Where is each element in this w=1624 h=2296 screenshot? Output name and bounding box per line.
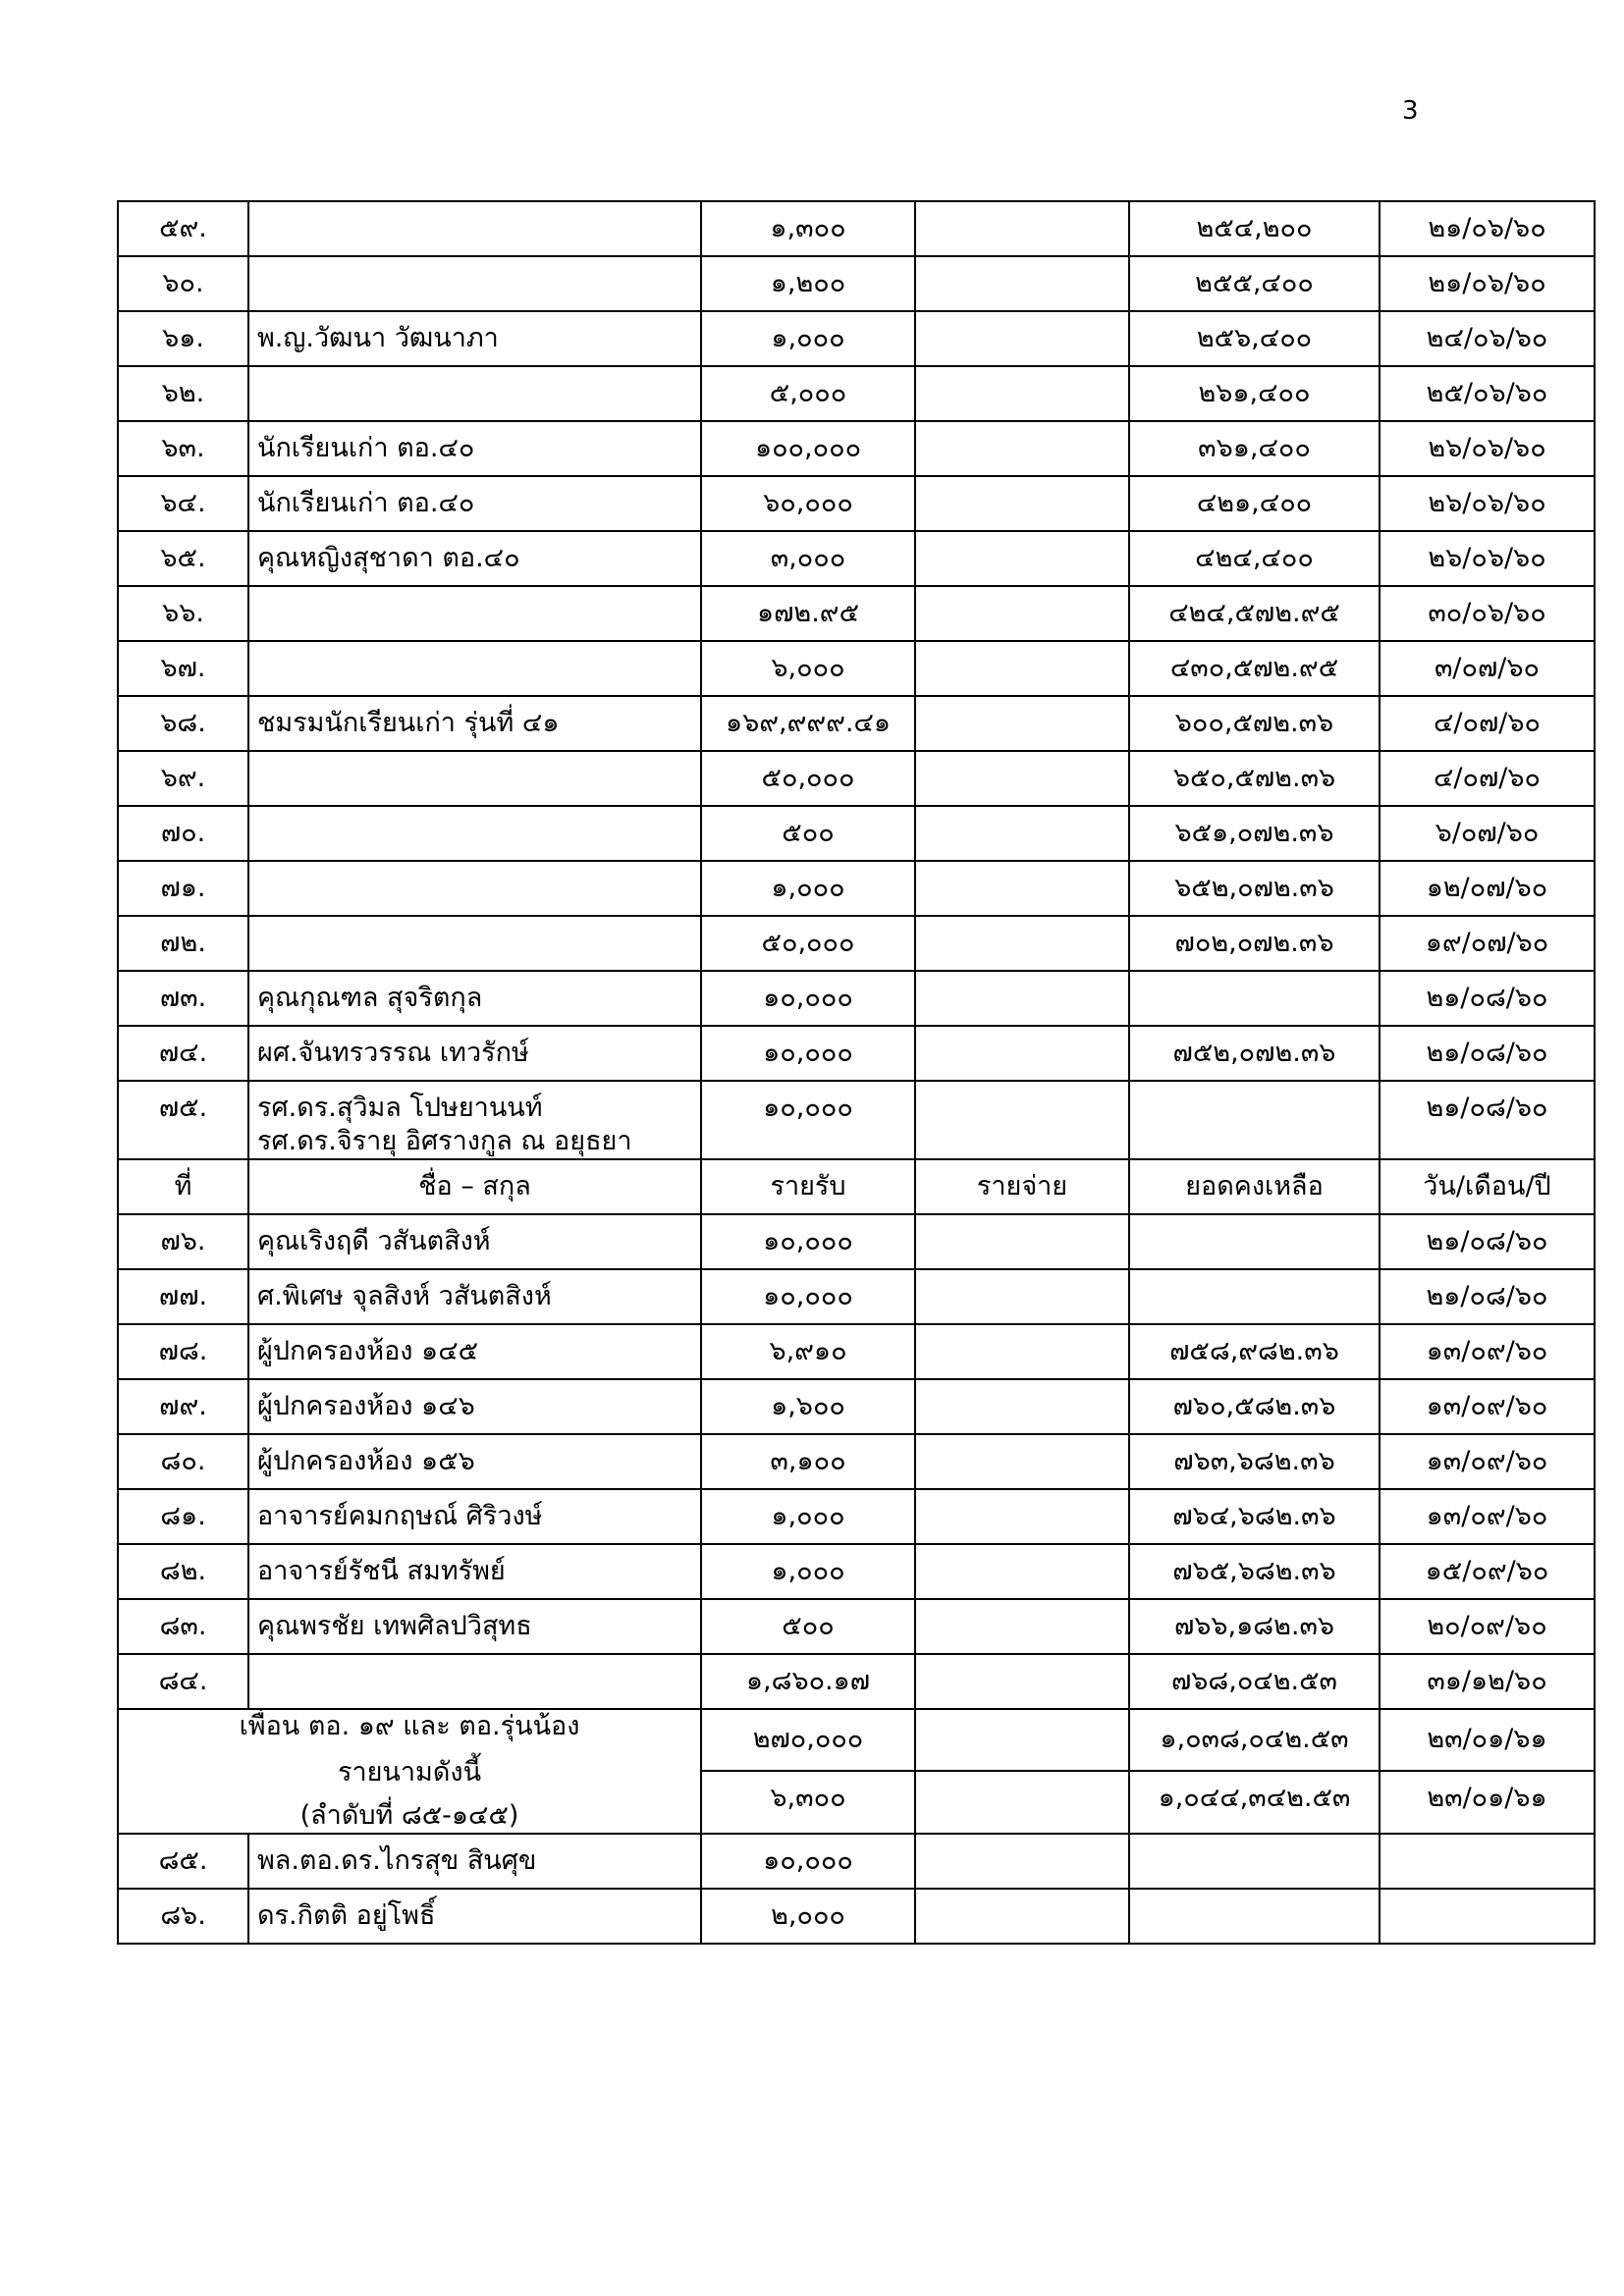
header-name: ชื่อ – สกุล	[248, 1159, 701, 1214]
page-number: 3	[1402, 96, 1419, 126]
donor-name	[248, 1654, 701, 1709]
balance-cell: ๒๖๑,๔๐๐	[1129, 366, 1380, 421]
expense-cell	[915, 1434, 1129, 1489]
date-cell: ๒๓/๐๑/๖๑	[1380, 1709, 1595, 1772]
table-row	[118, 1889, 1595, 1944]
income-cell: ๑,๘๖๐.๑๗	[701, 1654, 915, 1709]
donor-name: ชมรมนักเรียนเก่า รุ่นที่ ๔๑	[248, 696, 701, 751]
header-expense: รายจ่าย	[915, 1159, 1129, 1214]
income-cell: ๑๐,๐๐๐	[701, 1269, 915, 1324]
balance-cell	[1129, 1081, 1380, 1159]
expense-cell	[915, 421, 1129, 476]
date-cell: ๔/๐๗/๖๐	[1380, 696, 1595, 751]
balance-cell	[1129, 1889, 1380, 1944]
table-row	[118, 751, 1595, 806]
donor-name: รศ.ดร.จิรายุ อิศรางกูล ณ อยุธยา	[257, 1125, 632, 1156]
table-row	[118, 366, 1595, 421]
date-cell: ๒๑/๐๘/๖๐	[1380, 1269, 1595, 1324]
balance-cell: ๒๕๔,๒๐๐	[1129, 201, 1380, 256]
balance-cell: ๔๓๐,๕๗๒.๙๕	[1129, 641, 1380, 696]
income-cell: ๑๐,๐๐๐	[701, 971, 915, 1026]
donation-ledger-table	[117, 200, 1596, 1945]
table-row	[118, 201, 1595, 256]
donor-name: อาจารย์คมกฤษณ์ ศิริวงษ์	[248, 1489, 701, 1544]
income-cell: ๑๐,๐๐๐	[701, 1834, 915, 1889]
balance-cell: ๗๕๘,๙๘๒.๓๖	[1129, 1324, 1380, 1379]
row-number: ๖๘.	[118, 696, 248, 751]
balance-cell: ๖๐๐,๕๗๒.๓๖	[1129, 696, 1380, 751]
date-cell: ๑๙/๐๗/๖๐	[1380, 916, 1595, 971]
balance-cell: ๖๕๑,๐๗๒.๓๖	[1129, 806, 1380, 861]
table-row	[118, 696, 1595, 751]
row-number: ๖๕.	[118, 531, 248, 586]
row-number: ๖๓.	[118, 421, 248, 476]
donor-name: ผู้ปกครองห้อง ๑๔๖	[248, 1379, 701, 1434]
date-cell	[1380, 1834, 1595, 1889]
row-number: ๗๑.	[118, 861, 248, 916]
expense-cell	[915, 256, 1129, 311]
expense-cell	[915, 1269, 1129, 1324]
row-number: ๖๗.	[118, 641, 248, 696]
donor-name: คุณพรชัย เทพศิลปวิสุทธ	[248, 1599, 701, 1654]
balance-cell: ๗๖๔,๖๘๒.๓๖	[1129, 1489, 1380, 1544]
date-cell: ๑๓/๐๙/๖๐	[1380, 1489, 1595, 1544]
donor-name: ผู้ปกครองห้อง ๑๔๕	[248, 1324, 701, 1379]
donor-name	[248, 256, 701, 311]
table-row	[118, 1026, 1595, 1081]
row-number: ๗๕.	[118, 1081, 248, 1159]
income-cell: ๖,๐๐๐	[701, 641, 915, 696]
date-cell: ๓๑/๑๒/๖๐	[1380, 1654, 1595, 1709]
date-cell: ๑๓/๐๙/๖๐	[1380, 1324, 1595, 1379]
donor-name: ผศ.จันทรวรรณ เทวรักษ์	[248, 1026, 701, 1081]
date-cell: ๓๐/๐๖/๖๐	[1380, 586, 1595, 641]
balance-cell: ๗๖๕,๖๘๒.๓๖	[1129, 1544, 1380, 1599]
group-label	[118, 1709, 701, 1834]
balance-cell: ๔๒๔,๕๗๒.๙๕	[1129, 586, 1380, 641]
row-number: ๗๙.	[118, 1379, 248, 1434]
date-cell: ๒๖/๐๖/๖๐	[1380, 531, 1595, 586]
donor-name: คุณเริงฤดี วสันตสิงห์	[248, 1214, 701, 1269]
balance-cell: ๗๕๒,๐๗๒.๓๖	[1129, 1026, 1380, 1081]
row-number: ๗๐.	[118, 806, 248, 861]
balance-cell: ๒๕๖,๔๐๐	[1129, 311, 1380, 366]
income-cell: ๕๐๐	[701, 806, 915, 861]
table-header-row	[118, 1159, 1595, 1214]
income-cell: ๑,๐๐๐	[701, 1544, 915, 1599]
date-cell: ๒๓/๐๑/๖๑	[1380, 1771, 1595, 1834]
donor-name	[248, 916, 701, 971]
income-cell: ๑๐,๐๐๐	[701, 1026, 915, 1081]
table-row	[118, 1834, 1595, 1889]
row-number: ๘๔.	[118, 1654, 248, 1709]
table-row	[118, 1379, 1595, 1434]
income-cell: ๕,๐๐๐	[701, 366, 915, 421]
expense-cell	[915, 531, 1129, 586]
income-cell: ๖,๙๑๐	[701, 1324, 915, 1379]
table-row	[118, 586, 1595, 641]
balance-cell: ๗๖๘,๐๔๒.๕๓	[1129, 1654, 1380, 1709]
date-cell	[1380, 1889, 1595, 1944]
balance-cell	[1129, 1269, 1380, 1324]
group-label-line: รายนามดังนี้	[337, 1757, 482, 1789]
expense-cell	[915, 641, 1129, 696]
expense-cell	[915, 861, 1129, 916]
table-row	[118, 1214, 1595, 1269]
date-cell: ๔/๐๗/๖๐	[1380, 751, 1595, 806]
expense-cell	[915, 1889, 1129, 1944]
expense-cell	[915, 916, 1129, 971]
income-cell: ๑๐๐,๐๐๐	[701, 421, 915, 476]
row-number: ๗๒.	[118, 916, 248, 971]
balance-cell: ๑,๐๔๔,๓๔๒.๕๓	[1129, 1771, 1380, 1834]
income-cell: ๓,๐๐๐	[701, 531, 915, 586]
balance-cell: ๑,๐๓๘,๐๔๒.๕๓	[1129, 1709, 1380, 1772]
balance-cell	[1129, 971, 1380, 1026]
balance-cell: ๖๕๒,๐๗๒.๓๖	[1129, 861, 1380, 916]
balance-cell: ๗๖๓,๖๘๒.๓๖	[1129, 1434, 1380, 1489]
row-number: ๗๔.	[118, 1026, 248, 1081]
expense-cell	[915, 201, 1129, 256]
date-cell: ๒๖/๐๖/๖๐	[1380, 476, 1595, 531]
expense-cell	[915, 1834, 1129, 1889]
table-row	[118, 311, 1595, 366]
expense-cell	[915, 366, 1129, 421]
table-row	[118, 971, 1595, 1026]
table-row	[118, 1544, 1595, 1599]
donor-name	[248, 861, 701, 916]
date-cell: ๑๓/๐๙/๖๐	[1380, 1379, 1595, 1434]
balance-cell: ๓๖๑,๔๐๐	[1129, 421, 1380, 476]
date-cell: ๒๑/๐๘/๖๐	[1380, 1081, 1595, 1159]
income-cell: ๕๐๐	[701, 1599, 915, 1654]
income-cell: ๑๗๒.๙๕	[701, 586, 915, 641]
donor-name	[248, 806, 701, 861]
row-number: ๕๙.	[118, 201, 248, 256]
table-row	[118, 1434, 1595, 1489]
income-cell: ๖,๓๐๐	[701, 1771, 915, 1834]
row-number: ๘๐.	[118, 1434, 248, 1489]
date-cell: ๒๐/๐๙/๖๐	[1380, 1599, 1595, 1654]
table-row	[118, 421, 1595, 476]
row-number: ๖๑.	[118, 311, 248, 366]
table-row	[118, 256, 1595, 311]
donor-name: ผู้ปกครองห้อง ๑๕๖	[248, 1434, 701, 1489]
expense-cell	[915, 476, 1129, 531]
balance-cell: ๗๖๐,๕๘๒.๓๖	[1129, 1379, 1380, 1434]
row-number: ๗๗.	[118, 1269, 248, 1324]
row-number: ๘๖.	[118, 1889, 248, 1944]
row-number: ๖๙.	[118, 751, 248, 806]
row-number: ๗๓.	[118, 971, 248, 1026]
balance-cell: ๗๖๖,๑๘๒.๓๖	[1129, 1599, 1380, 1654]
income-cell: ๖๐,๐๐๐	[701, 476, 915, 531]
date-cell: ๑๓/๐๙/๖๐	[1380, 1434, 1595, 1489]
donor-name: ศ.พิเศษ จุลสิงห์ วสันตสิงห์	[248, 1269, 701, 1324]
table-row	[118, 1081, 1595, 1159]
donor-name: คุณกุณฑล สุจริตกุล	[248, 971, 701, 1026]
donor-name	[248, 201, 701, 256]
expense-cell	[915, 586, 1129, 641]
income-cell: ๑,๐๐๐	[701, 1489, 915, 1544]
row-number: ๘๒.	[118, 1544, 248, 1599]
row-number: ๗๖.	[118, 1214, 248, 1269]
income-cell: ๑,๐๐๐	[701, 311, 915, 366]
donor-name	[248, 641, 701, 696]
expense-cell	[915, 1489, 1129, 1544]
expense-cell	[915, 1379, 1129, 1434]
income-cell: ๑,๐๐๐	[701, 861, 915, 916]
group-label-line: (ลำดับที่ ๘๕-๑๔๕)	[299, 1800, 519, 1831]
expense-cell	[915, 1026, 1129, 1081]
donor-name: อาจารย์รัชนี สมทรัพย์	[248, 1544, 701, 1599]
row-number: ๖๒.	[118, 366, 248, 421]
income-cell: ๑,๖๐๐	[701, 1379, 915, 1434]
date-cell: ๒๑/๐๖/๖๐	[1380, 201, 1595, 256]
date-cell: ๑๕/๐๙/๖๐	[1380, 1544, 1595, 1599]
table-row	[118, 531, 1595, 586]
income-cell: ๕๐,๐๐๐	[701, 916, 915, 971]
income-cell: ๒๗๐,๐๐๐	[701, 1709, 915, 1772]
row-number: ๘๓.	[118, 1599, 248, 1654]
donor-names	[248, 1081, 701, 1159]
donor-name	[248, 751, 701, 806]
expense-cell	[915, 1081, 1129, 1159]
expense-cell	[915, 806, 1129, 861]
date-cell: ๓/๐๗/๖๐	[1380, 641, 1595, 696]
income-cell: ๒,๐๐๐	[701, 1889, 915, 1944]
donor-name: นักเรียนเก่า ตอ.๔๐	[248, 476, 701, 531]
table-row	[118, 806, 1595, 861]
expense-cell	[915, 696, 1129, 751]
table-row	[118, 1654, 1595, 1709]
expense-cell	[915, 751, 1129, 806]
expense-cell	[915, 1544, 1129, 1599]
income-cell: ๑,๒๐๐	[701, 256, 915, 311]
date-cell: ๒๖/๐๖/๖๐	[1380, 421, 1595, 476]
expense-cell	[915, 311, 1129, 366]
donor-name: พล.ตอ.ดร.ไกรสุข สินศุข	[248, 1834, 701, 1889]
expense-cell	[915, 1771, 1129, 1834]
table-row	[118, 1269, 1595, 1324]
date-cell: ๒๑/๐๖/๖๐	[1380, 256, 1595, 311]
table-row	[118, 476, 1595, 531]
table-row	[118, 1324, 1595, 1379]
date-cell: ๑๒/๐๗/๖๐	[1380, 861, 1595, 916]
balance-cell: ๔๒๑,๔๐๐	[1129, 476, 1380, 531]
date-cell: ๒๑/๐๘/๖๐	[1380, 971, 1595, 1026]
donor-name: รศ.ดร.สุวิมล โปษยานนท์	[257, 1093, 543, 1123]
income-cell: ๑,๓๐๐	[701, 201, 915, 256]
date-cell: ๖/๐๗/๖๐	[1380, 806, 1595, 861]
date-cell: ๒๕/๐๖/๖๐	[1380, 366, 1595, 421]
donor-name: พ.ญ.วัฒนา วัฒนาภา	[248, 311, 701, 366]
table-row	[118, 861, 1595, 916]
group-label-line: เพื่อน ตอ. ๑๙ และ ตอ.รุ่นน้อง	[239, 1710, 580, 1741]
balance-cell	[1129, 1214, 1380, 1269]
table-row	[118, 1489, 1595, 1544]
donor-name	[248, 366, 701, 421]
expense-cell	[915, 1599, 1129, 1654]
balance-cell: ๒๕๕,๔๐๐	[1129, 256, 1380, 311]
header-no: ที่	[118, 1159, 248, 1214]
table-row	[118, 641, 1595, 696]
row-number: ๘๕.	[118, 1834, 248, 1889]
row-number: ๖๐.	[118, 256, 248, 311]
balance-cell: ๔๒๔,๔๐๐	[1129, 531, 1380, 586]
group-row	[118, 1709, 1595, 1772]
date-cell: ๒๑/๐๘/๖๐	[1380, 1214, 1595, 1269]
table-row	[118, 916, 1595, 971]
donor-name: นักเรียนเก่า ตอ.๔๐	[248, 421, 701, 476]
balance-cell	[1129, 1834, 1380, 1889]
row-number: ๖๔.	[118, 476, 248, 531]
expense-cell	[915, 1709, 1129, 1772]
donor-name: คุณหญิงสุชาดา ตอ.๔๐	[248, 531, 701, 586]
donor-name: ดร.กิตติ อยู่โพธิ์	[248, 1889, 701, 1944]
balance-cell: ๖๕๐,๕๗๒.๓๖	[1129, 751, 1380, 806]
expense-cell	[915, 1214, 1129, 1269]
row-number: ๖๖.	[118, 586, 248, 641]
date-cell: ๒๑/๐๘/๖๐	[1380, 1026, 1595, 1081]
expense-cell	[915, 1654, 1129, 1709]
expense-cell	[915, 1324, 1129, 1379]
income-cell: ๕๐,๐๐๐	[701, 751, 915, 806]
income-cell: ๓,๑๐๐	[701, 1434, 915, 1489]
row-number: ๘๑.	[118, 1489, 248, 1544]
income-cell: ๑๐,๐๐๐	[701, 1214, 915, 1269]
income-cell: ๑๖๙,๙๙๙.๔๑	[701, 696, 915, 751]
donor-name	[248, 586, 701, 641]
row-number: ๗๘.	[118, 1324, 248, 1379]
header-date: วัน/เดือน/ปี	[1380, 1159, 1595, 1214]
income-cell: ๑๐,๐๐๐	[701, 1081, 915, 1159]
table-row	[118, 1599, 1595, 1654]
header-income: รายรับ	[701, 1159, 915, 1214]
header-balance: ยอดคงเหลือ	[1129, 1159, 1380, 1214]
date-cell: ๒๔/๐๖/๖๐	[1380, 311, 1595, 366]
expense-cell	[915, 971, 1129, 1026]
balance-cell: ๗๐๒,๐๗๒.๓๖	[1129, 916, 1380, 971]
